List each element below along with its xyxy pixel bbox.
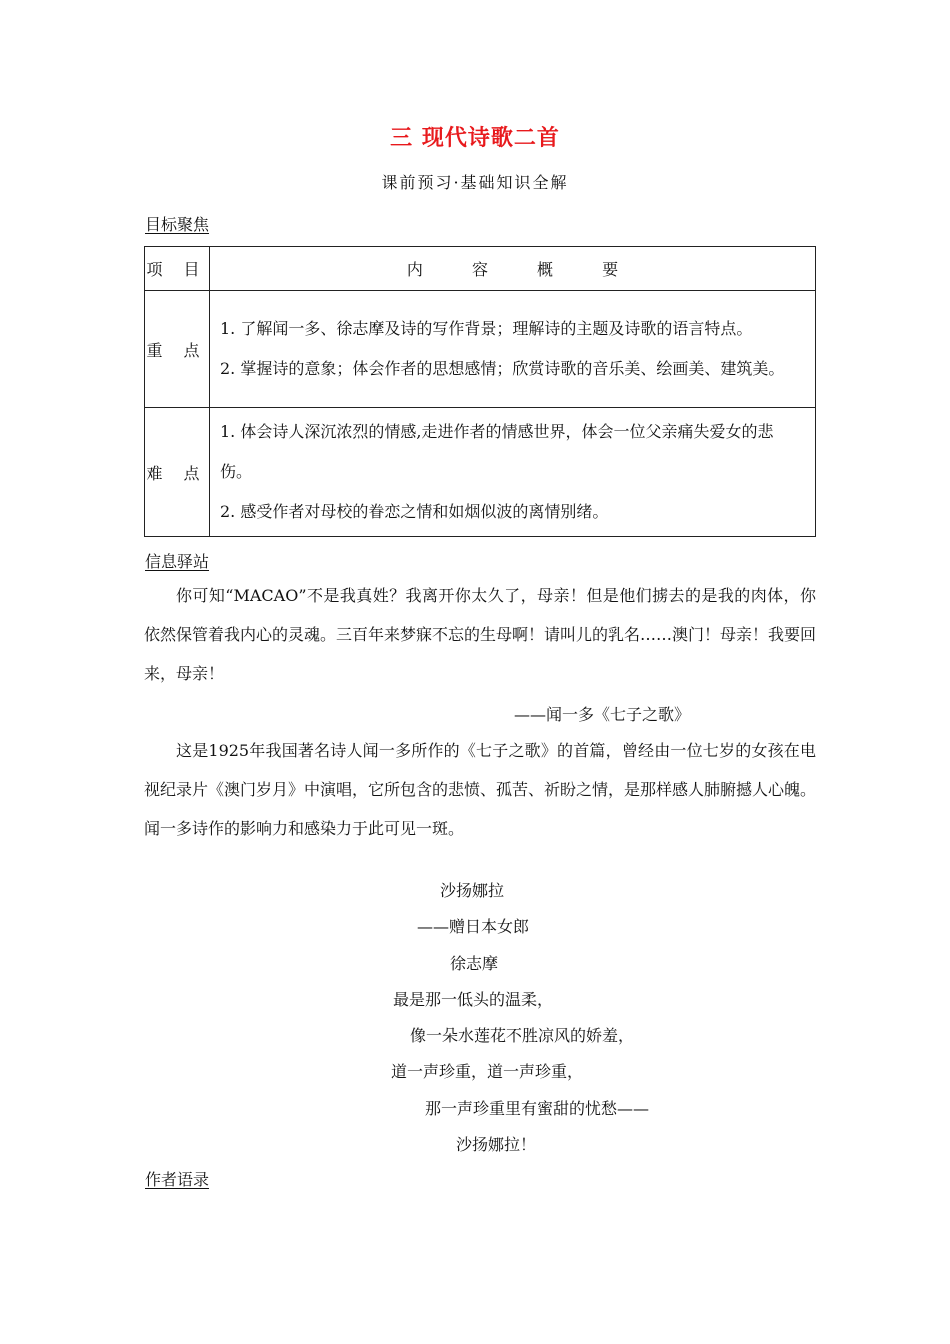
poem-title: 沙扬娜拉 [440, 881, 505, 900]
table-row-key-points [145, 291, 816, 408]
section-info-label: 信息驿站 [145, 552, 210, 571]
header-content-char: 要 [602, 260, 619, 279]
poem-line: 道一声珍重，道一声珍重， [391, 1062, 584, 1081]
header-item: 项 目 [145, 247, 210, 291]
poem-line: 最是那一低头的温柔， [393, 990, 554, 1009]
page-subtitle: 课前预习·基础知识全解 [381, 173, 569, 192]
page-title: 三 现代诗歌二首 [390, 125, 560, 151]
row-line: 1. 体会诗人深沉浓烈的情感,走进作者的情感世界，体会一位父亲痛失爱女的悲伤。 [220, 422, 774, 481]
header-content-char: 内 [406, 260, 423, 279]
section-goals-label: 目标聚焦 [145, 215, 210, 234]
row-label-difficulties: 难 点 [145, 408, 210, 537]
poem-line: 像一朵水莲花不胜凉风的娇羞， [410, 1026, 635, 1045]
quote-source: ——闻一多《七子之歌》 [514, 705, 691, 724]
poem-dedication: ——赠日本女郎 [417, 917, 530, 936]
row-line: 1. 了解闻一多、徐志摩及诗的写作背景；理解诗的主题及诗歌的语言特点。 [220, 319, 753, 338]
row-line: 2. 掌握诗的意象；体会作者的思想感情；欣赏诗歌的音乐美、绘画美、建筑美。 [220, 359, 785, 378]
header-content-char: 概 [537, 260, 554, 279]
poem-line: 沙扬娜拉！ [456, 1135, 537, 1154]
row-content-key-points [210, 291, 816, 408]
header-content-char: 容 [471, 260, 488, 279]
poem-author: 徐志摩 [450, 954, 499, 973]
poem-line: 那一声珍重里有蜜甜的忧愁—— [425, 1099, 650, 1118]
table-row-difficulties [145, 408, 816, 537]
row-content-difficulties [210, 408, 816, 537]
intro-paragraph: 这是1925年我国著名诗人闻一多所作的《七子之歌》的首篇，曾经由一位七岁的女孩在电视纪录片《澳门岁月》中演唱，它所包含的悲愤、孤苦、祈盼之情，是那样感人肺腑撼人心魄。闻一多诗作的影响力和感染力于此可见一斑。 [144, 741, 817, 838]
header-content [210, 247, 816, 291]
quote-paragraph: 你可知“MACAO”不是我真姓？我离开你太久了，母亲！但是他们掳去的是我的肉体，你依然保管着我内心的灵魂。三百年来梦寐不忘的生母啊！请叫儿的乳名……澳门！母亲！我要回来，母亲！ [144, 586, 817, 683]
row-label-key-points: 重 点 [145, 291, 210, 408]
section-author-label: 作者语录 [145, 1170, 210, 1189]
table-header-row [145, 247, 816, 291]
row-line: 2. 感受作者对母校的眷恋之情和如烟似波的离情别绪。 [220, 502, 609, 521]
goals-table [144, 246, 816, 537]
